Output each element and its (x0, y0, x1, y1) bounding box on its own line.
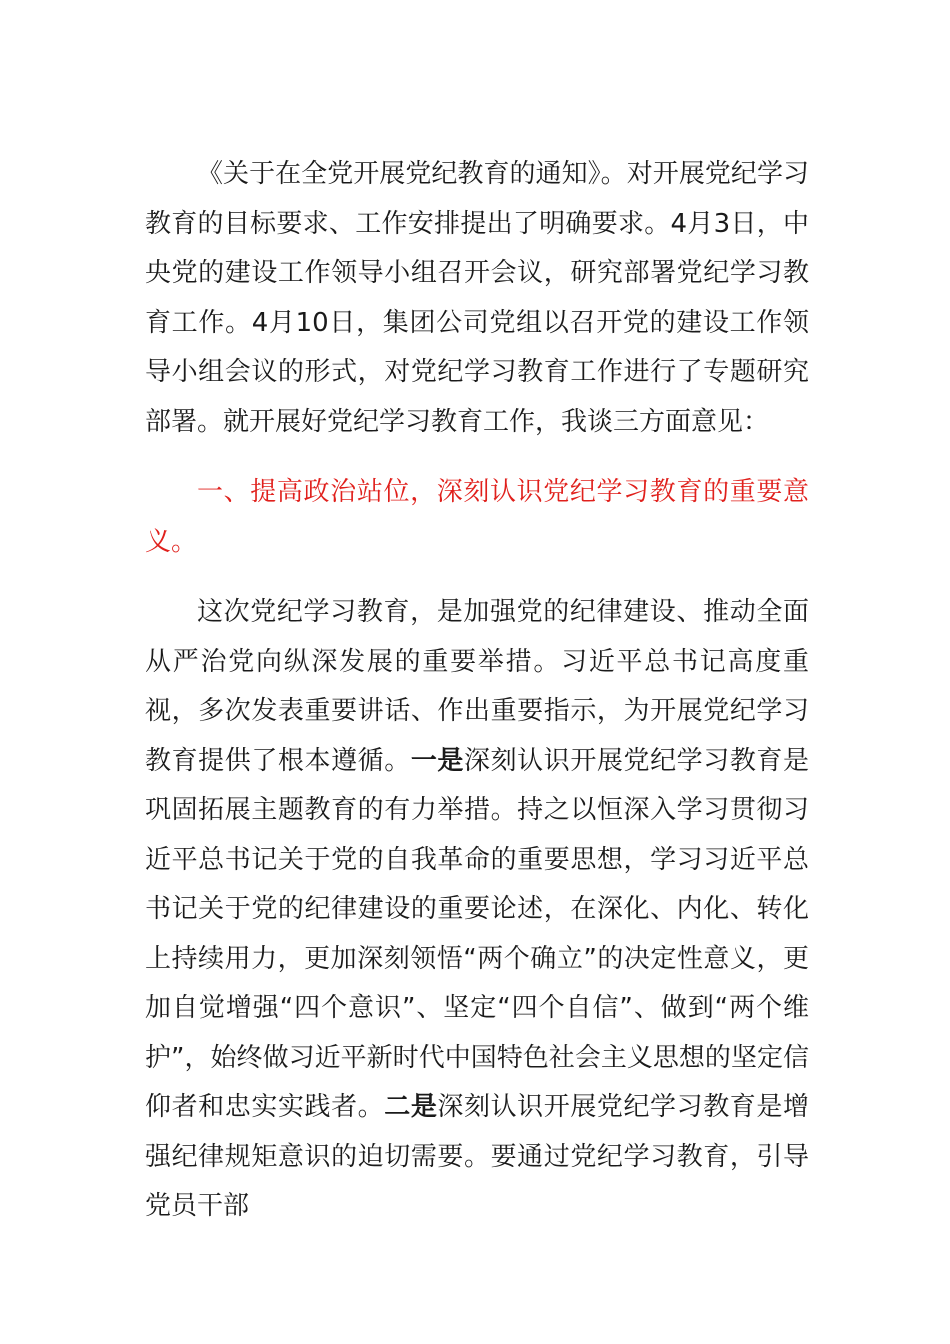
paragraph-2-text-3: 深刻认识开展党纪学习教育是增强纪律规矩意识的迫切需要。要通过党纪学习教育，引导党员干部 (145, 1092, 809, 1221)
point-two-lead: 二是 (384, 1092, 438, 1122)
body-paragraph-2 (145, 588, 809, 1232)
paragraph-2-text-1: 这次党纪学习教育，是加强党的纪律建设、推动全面从严治党向纵深发展的重要举措。习近平总书记高度重视，多次发表重要讲话、作出重要指示，为开展党纪学习教育提供了根本遵循。 (145, 597, 809, 776)
body-paragraph-1: 《关于在全党开展党纪教育的通知》。对开展党纪学习教育的目标要求、工作安排提出了明确要求。4月3日，中央党的建设工作领导小组召开会议，研究部署党纪学习教育工作。4月10日，集团公司党组以召开党的建设工作领导小组会议的形式，对党纪学习教育工作进行了专题研究部署。就开展好党纪学习教育工作，我谈三方面意见： (145, 159, 809, 437)
paragraph-2-text-2: 深刻认识开展党纪学习教育是巩固拓展主题教育的有力举措。持之以恒深入学习贯彻习近平总书记关于党的自我革命的重要思想，学习习近平总书记关于党的纪律建设的重要论述，在深化、内化、转化上持续用力，更加深刻领悟“两个确立”的决定性意义，更加自觉增强“四个意识”、坚定“四个自信”、做到“两个维护”，始终做习近平新时代中国特色社会主义思想的坚定信仰者和忠实实践者。 (145, 745, 809, 1122)
section-heading-1: 一、提高政治站位，深刻认识党纪学习教育的重要意义。 (145, 477, 809, 557)
point-one-lead: 一是 (410, 745, 464, 776)
document-page (145, 150, 809, 1232)
